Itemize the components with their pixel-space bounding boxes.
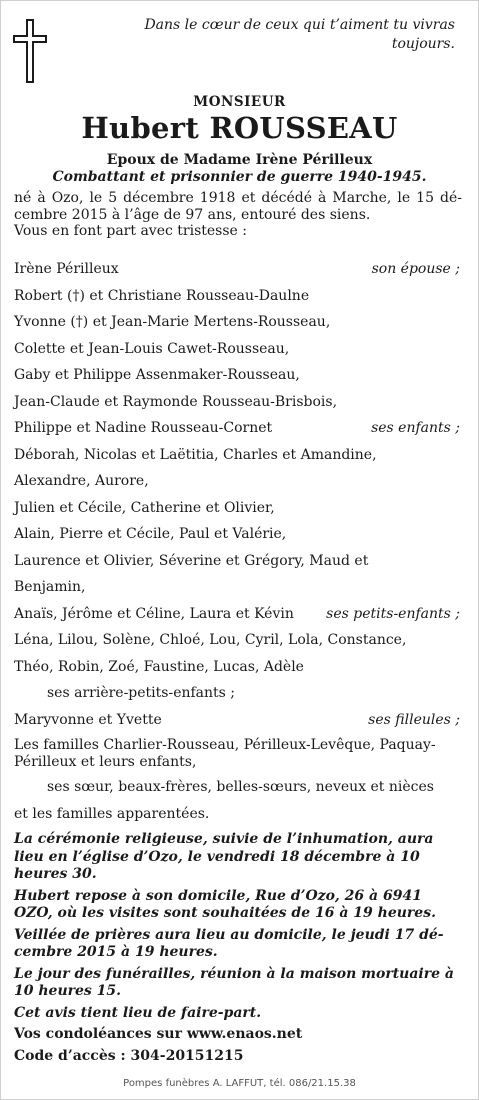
memorial-quote: Dans le cœur de ceux qui t’aiment tu vivras toujours. (144, 17, 455, 52)
family-member-text: Déborah, Nicolas et Laëtitia, Charles et Amandine, (14, 446, 377, 463)
family-role: ses petits-enfants ; (326, 605, 460, 622)
family-row (14, 603, 460, 630)
family-member-text: Maryvonne et Yvette (14, 711, 162, 728)
ceremony-details (14, 831, 460, 1069)
family-member-text: Laurence et Olivier, Séverine et Grégory, Maud et (14, 552, 369, 569)
family-row (14, 285, 460, 312)
honorific: MONSIEUR (193, 94, 286, 110)
family-member-text: Irène Périlleux (14, 261, 119, 277)
family-row (14, 311, 460, 338)
notice-line: Cet avis tient lieu de faire-part. (14, 1004, 262, 1021)
family-member-text: Alain, Pierre et Cécile, Paul et Valérie, (14, 526, 287, 542)
rest-info: Hubert repose à son domicile, Rue d’Ozo, 26 à 6941 OZO, où les visites sont souhaitées de 16 à 19 heures. (14, 887, 436, 921)
intro-text (14, 190, 462, 240)
family-member-text: Colette et Jean-Louis Cawet-Rousseau, (14, 340, 290, 357)
family-row (14, 497, 460, 524)
service-info: La cérémonie religieuse, suivie de l’inhumation, aura lieu en l’église d’Ozo, le vendredi 18 décembre à 10 heures 30. (14, 831, 434, 882)
family-role: ses enfants ; (371, 420, 460, 436)
relatives-line: ses sœur, beaux-frères, belles-sœurs, neveux et nièces (47, 779, 434, 795)
spouse-line: Epoux de Madame Irène Périlleux (106, 152, 373, 168)
family-row (14, 391, 460, 418)
family-member-text: Julien et Cécile, Catherine et Olivier, (14, 499, 275, 516)
family-member-text: Yvonne (†) et Jean-Marie Mertens-Rousseau, (14, 314, 331, 330)
announce-line: Vous en font part avec tristesse : (14, 223, 247, 239)
family-member-text: Alexandre, Aurore, (14, 473, 149, 489)
family-row (14, 364, 460, 391)
family-row (14, 470, 460, 497)
vigil-info: Veillée de prières aura lieu au domicile, le jeudi 17 dé-cembre 2015 à 19 heures. (14, 926, 444, 960)
family-row (14, 629, 460, 656)
deceased-name: Hubert ROUSSEAU (81, 111, 398, 145)
condolences-line: Vos condoléances sur www.enaos.net (14, 1026, 303, 1042)
family-row (14, 417, 460, 444)
latin-cross-icon (13, 19, 47, 83)
title-line: Combattant et prisonnier de guerre 1940-1945. (52, 169, 427, 185)
family-row (14, 523, 460, 550)
access-code: Code d’accès : 304-20151215 (14, 1047, 244, 1064)
family-row (14, 682, 460, 709)
family-list (14, 258, 460, 829)
family-row (14, 338, 460, 365)
family-role: son épouse ; (371, 261, 460, 277)
meeting-info: Le jour des funérailles, réunion à la maison mortuaire à 10 heures 15. (14, 965, 454, 999)
family-member-text: Jean-Claude et Raymonde Rousseau-Brisbois, (14, 393, 338, 410)
family-member-text: ses arrière-petits-enfants ; (47, 685, 236, 701)
birth-death-line: né à Ozo, le 5 décembre 1918 et décédé à Marche, le 15 dé-cembre 2015 à l’âge de 97 ans, entouré des siens. (14, 190, 462, 223)
allied-families-line: et les familles apparentées. (14, 805, 210, 822)
family-member-text: Gaby et Philippe Assenmaker-Rousseau, (14, 367, 300, 383)
family-member-text: Robert (†) et Christiane Rousseau-Daulne (14, 287, 310, 304)
family-row (14, 709, 460, 736)
family-row (14, 444, 460, 471)
family-role: ses filleules ; (368, 711, 460, 728)
family-member-text: Philippe et Nadine Rousseau-Cornet (14, 420, 273, 436)
family-member-text: Léna, Lilou, Solène, Chloé, Lou, Cyril, Lola, Constance, (14, 632, 407, 648)
family-member-text: Anaïs, Jérôme et Céline, Laura et Kévin (14, 605, 294, 622)
family-member-text: Théo, Robin, Zoé, Faustine, Lucas, Adèle (14, 658, 304, 675)
family-row (14, 656, 460, 683)
family-row (14, 550, 460, 577)
family-row (14, 576, 460, 603)
families-line: Les familles Charlier-Rousseau, Périlleux-Levêque, Paquay-Périlleux et leurs enfants, (14, 737, 436, 770)
funeral-home-footer: Pompes funèbres A. LAFFUT, tél. 086/21.15.38 (123, 1078, 356, 1089)
family-member-text: Benjamin, (14, 579, 86, 595)
family-row (14, 258, 460, 285)
